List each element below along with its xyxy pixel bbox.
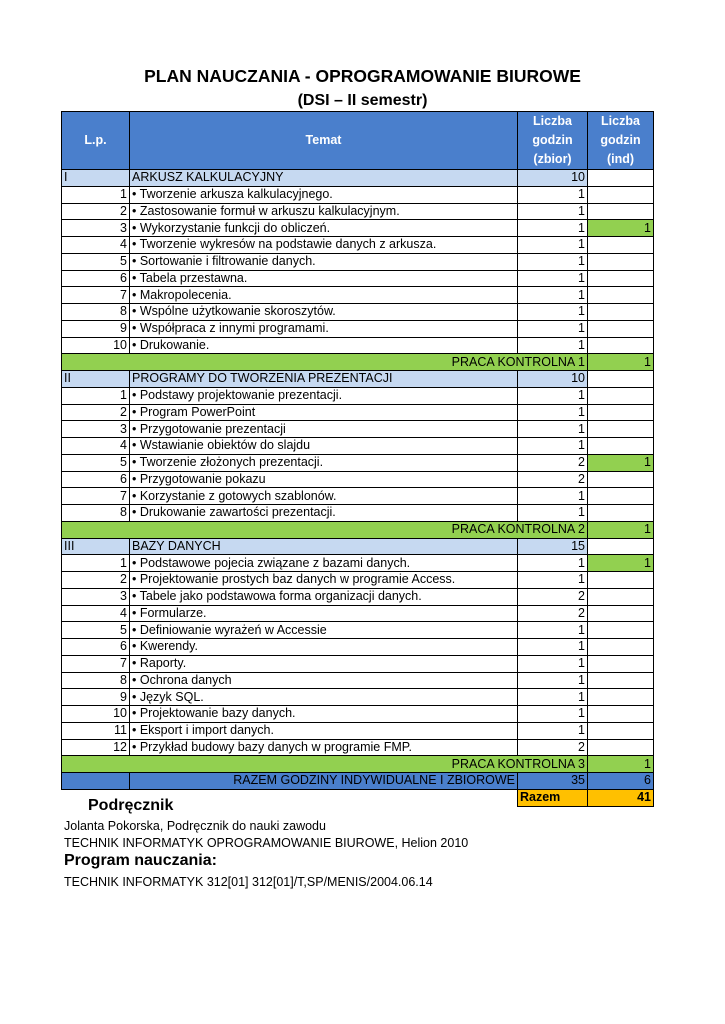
group-hours-cell: 1 [518, 220, 588, 237]
table-row [62, 270, 654, 287]
ind-hours-cell [588, 337, 654, 354]
group-hours-cell: 2 [518, 588, 588, 605]
ind-hours-cell: 1 [588, 354, 654, 371]
podrecznik-heading: Podręcznik [88, 797, 174, 814]
ind-hours-cell: 1 [588, 521, 654, 538]
plan-table [61, 111, 654, 807]
group-hours-cell: 1 [518, 572, 588, 589]
ind-hours-cell [588, 605, 654, 622]
topic-cell: PROGRAMY DO TWORZENIA PREZENTACJI [130, 371, 518, 388]
ind-hours-cell [588, 722, 654, 739]
lp-cell: II [62, 371, 130, 388]
topic-cell: • Projektowanie bazy danych. [130, 706, 518, 723]
topic-cell: • Tabela przestawna. [130, 270, 518, 287]
group-hours-cell: 1 [518, 672, 588, 689]
ind-hours-cell [588, 655, 654, 672]
table-row [62, 421, 654, 438]
lp-cell: 1 [62, 555, 130, 572]
topic-cell: • Wspólne użytkowanie skoroszytów. [130, 304, 518, 321]
table-row [62, 337, 654, 354]
table-row [62, 639, 654, 656]
group-hours-cell: 1 [518, 438, 588, 455]
lp-cell: 5 [62, 253, 130, 270]
topic-cell: • Sortowanie i filtrowanie danych. [130, 253, 518, 270]
razem-ind-hours: 6 [588, 773, 654, 790]
topic-cell: • Podstawowe pojecia związane z bazami danych. [130, 555, 518, 572]
lp-cell: 7 [62, 287, 130, 304]
document-title: PLAN NAUCZANIA - OPROGRAMOWANIE BIUROWE [144, 66, 581, 86]
ind-hours-cell [588, 371, 654, 388]
ind-hours-cell: 1 [588, 454, 654, 471]
program-heading: Program nauczania: [64, 852, 217, 869]
group-hours-cell: 1 [518, 186, 588, 203]
lp-cell: 10 [62, 706, 130, 723]
ind-hours-cell [588, 488, 654, 505]
ind-hours-cell [588, 404, 654, 421]
table-row [62, 304, 654, 321]
table-row [62, 622, 654, 639]
group-hours-cell: 1 [518, 655, 588, 672]
section-row [62, 170, 654, 187]
group-hours-cell: 1 [518, 689, 588, 706]
group-hours-cell: 1 [518, 203, 588, 220]
table-row [62, 203, 654, 220]
group-hours-cell: 1 [518, 253, 588, 270]
group-hours-cell: 1 [518, 555, 588, 572]
razem-label: RAZEM GODZINY INDYWIDUALNE I ZBIOROWE [130, 773, 518, 790]
total-value: 41 [588, 789, 654, 806]
group-hours-cell: 1 [518, 706, 588, 723]
lp-cell: 8 [62, 505, 130, 522]
group-hours-cell: 1 [518, 337, 588, 354]
topic-cell: • Drukowanie zawartości prezentacji. [130, 505, 518, 522]
ind-hours-cell [588, 538, 654, 555]
ind-hours-cell [588, 572, 654, 589]
ind-hours-cell [588, 421, 654, 438]
ind-hours-cell [588, 237, 654, 254]
lp-cell: 9 [62, 689, 130, 706]
topic-cell: • Tabele jako podstawowa forma organizacji danych. [130, 588, 518, 605]
header-lp: L.p. [62, 112, 130, 170]
group-hours-cell: 1 [518, 639, 588, 656]
lp-cell: 2 [62, 203, 130, 220]
ind-hours-cell: 1 [588, 756, 654, 773]
table-row [62, 739, 654, 756]
table-row [62, 220, 654, 237]
topic-cell: • Ochrona danych [130, 672, 518, 689]
ind-hours-cell [588, 253, 654, 270]
topic-cell: • Podstawy projektowanie prezentacji. [130, 387, 518, 404]
ind-hours-cell [588, 287, 654, 304]
kontrol-row [62, 756, 654, 773]
razem-empty [62, 773, 130, 790]
table-row [62, 320, 654, 337]
lp-cell: 2 [62, 404, 130, 421]
ind-hours-cell [588, 170, 654, 187]
ind-hours-cell [588, 203, 654, 220]
lp-cell: 3 [62, 421, 130, 438]
table-row [62, 237, 654, 254]
topic-cell: • Współpraca z innymi programami. [130, 320, 518, 337]
lp-cell: I [62, 170, 130, 187]
table-row [62, 471, 654, 488]
table-row [62, 505, 654, 522]
ind-hours-cell [588, 622, 654, 639]
topic-cell: • Tworzenie arkusza kalkulacyjnego. [130, 186, 518, 203]
group-hours-cell: 2 [518, 471, 588, 488]
lp-cell: 1 [62, 186, 130, 203]
lp-cell: 1 [62, 387, 130, 404]
lp-cell: 4 [62, 237, 130, 254]
ind-hours-cell [588, 639, 654, 656]
header-ind-line: godzin [600, 133, 641, 147]
group-hours-cell: 1 [518, 722, 588, 739]
table-row [62, 253, 654, 270]
group-hours-cell: 1 [518, 270, 588, 287]
lp-cell: 5 [62, 454, 130, 471]
razem-group-hours: 35 [518, 773, 588, 790]
topic-cell: • Język SQL. [130, 689, 518, 706]
table-row [62, 706, 654, 723]
topic-cell: • Program PowerPoint [130, 404, 518, 421]
header-ind-line: Liczba [601, 114, 640, 128]
document-subtitle: (DSI – II semestr) [297, 92, 428, 109]
topic-cell: • Przykład budowy bazy danych w programie FMP. [130, 739, 518, 756]
ind-hours-cell [588, 471, 654, 488]
topic-cell: • Formularze. [130, 605, 518, 622]
table-row [62, 387, 654, 404]
group-hours-cell: 1 [518, 287, 588, 304]
group-hours-cell: 1 [518, 404, 588, 421]
ind-hours-cell [588, 186, 654, 203]
header-ind-line: (ind) [606, 152, 635, 166]
ind-hours-cell: 1 [588, 220, 654, 237]
header-temat: Temat [130, 112, 518, 170]
lp-cell: 9 [62, 320, 130, 337]
topic-cell: • Przygotowanie pokazu [130, 471, 518, 488]
group-hours-cell: 1 [518, 622, 588, 639]
group-hours-cell: 15 [518, 538, 588, 555]
topic-cell: • Wstawianie obiektów do slajdu [130, 438, 518, 455]
kontrol-label: PRACA KONTROLNA 2 [62, 521, 588, 538]
group-hours-cell: 1 [518, 320, 588, 337]
ind-hours-cell [588, 739, 654, 756]
total-spacer [130, 789, 518, 806]
table-row [62, 438, 654, 455]
program-line: TECHNIK INFORMATYK 312[01] 312[01]/T,SP/MENIS/2004.06.14 [64, 875, 433, 889]
group-hours-cell: 2 [518, 739, 588, 756]
lp-cell: 7 [62, 488, 130, 505]
table-row [62, 488, 654, 505]
kontrol-label: PRACA KONTROLNA 3 [62, 756, 588, 773]
header-zbior-line: godzin [532, 133, 573, 147]
lp-cell: 7 [62, 655, 130, 672]
lp-cell: 10 [62, 337, 130, 354]
header-zbior-line: (zbior) [533, 152, 572, 166]
kontrol-row [62, 521, 654, 538]
header-zbior [518, 112, 588, 170]
group-hours-cell: 1 [518, 505, 588, 522]
table-row [62, 404, 654, 421]
ind-hours-cell [588, 505, 654, 522]
kontrol-row [62, 354, 654, 371]
podrecznik-line: Jolanta Pokorska, Podręcznik do nauki zawodu [64, 819, 326, 833]
lp-cell: 4 [62, 605, 130, 622]
table-row [62, 722, 654, 739]
lp-cell: 6 [62, 270, 130, 287]
lp-cell: 4 [62, 438, 130, 455]
table-row [62, 555, 654, 572]
group-hours-cell: 2 [518, 605, 588, 622]
ind-hours-cell [588, 689, 654, 706]
topic-cell: • Przygotowanie prezentacji [130, 421, 518, 438]
topic-cell: • Tworzenie wykresów na podstawie danych z arkusza. [130, 237, 518, 254]
group-hours-cell: 10 [518, 170, 588, 187]
lp-cell: 3 [62, 220, 130, 237]
lp-cell: 8 [62, 304, 130, 321]
podrecznik-line: TECHNIK INFORMATYK OPROGRAMOWANIE BIUROWE, Helion 2010 [64, 836, 469, 850]
table-row [62, 454, 654, 471]
table-row [62, 287, 654, 304]
table-row [62, 689, 654, 706]
razem-row [62, 773, 654, 790]
lp-cell: III [62, 538, 130, 555]
topic-cell: • Eksport i import danych. [130, 722, 518, 739]
group-hours-cell: 1 [518, 421, 588, 438]
topic-cell: BAZY DANYCH [130, 538, 518, 555]
table-row [62, 588, 654, 605]
total-label: Razem [518, 789, 588, 806]
kontrol-label: PRACA KONTROLNA 1 [62, 354, 588, 371]
section-row [62, 538, 654, 555]
topic-cell: • Kwerendy. [130, 639, 518, 656]
header-ind [588, 112, 654, 170]
topic-cell: • Wykorzystanie funkcji do obliczeń. [130, 220, 518, 237]
section-row [62, 371, 654, 388]
lp-cell: 12 [62, 739, 130, 756]
ind-hours-cell [588, 672, 654, 689]
table-row [62, 655, 654, 672]
lp-cell: 6 [62, 639, 130, 656]
ind-hours-cell [588, 438, 654, 455]
topic-cell: ARKUSZ KALKULACYJNY [130, 170, 518, 187]
ind-hours-cell [588, 588, 654, 605]
topic-cell: • Projektowanie prostych baz danych w programie Access. [130, 572, 518, 589]
lp-cell: 11 [62, 722, 130, 739]
group-hours-cell: 2 [518, 454, 588, 471]
table-row [62, 672, 654, 689]
ind-hours-cell: 1 [588, 555, 654, 572]
lp-cell: 3 [62, 588, 130, 605]
topic-cell: • Raporty. [130, 655, 518, 672]
lp-cell: 8 [62, 672, 130, 689]
topic-cell: • Korzystanie z gotowych szablonów. [130, 488, 518, 505]
ind-hours-cell [588, 706, 654, 723]
group-hours-cell: 1 [518, 237, 588, 254]
table-row [62, 605, 654, 622]
group-hours-cell: 1 [518, 488, 588, 505]
topic-cell: • Makropolecenia. [130, 287, 518, 304]
ind-hours-cell [588, 304, 654, 321]
ind-hours-cell [588, 320, 654, 337]
ind-hours-cell [588, 270, 654, 287]
topic-cell: • Zastosowanie formuł w arkuszu kalkulacyjnym. [130, 203, 518, 220]
header-zbior-line: Liczba [533, 114, 572, 128]
lp-cell: 5 [62, 622, 130, 639]
group-hours-cell: 1 [518, 304, 588, 321]
topic-cell: • Tworzenie złożonych prezentacji. [130, 454, 518, 471]
lp-cell: 6 [62, 471, 130, 488]
lp-cell: 2 [62, 572, 130, 589]
topic-cell: • Definiowanie wyrażeń w Accessie [130, 622, 518, 639]
table-row [62, 186, 654, 203]
group-hours-cell: 1 [518, 387, 588, 404]
topic-cell: • Drukowanie. [130, 337, 518, 354]
ind-hours-cell [588, 387, 654, 404]
table-row [62, 572, 654, 589]
group-hours-cell: 10 [518, 371, 588, 388]
header-row [62, 112, 654, 170]
